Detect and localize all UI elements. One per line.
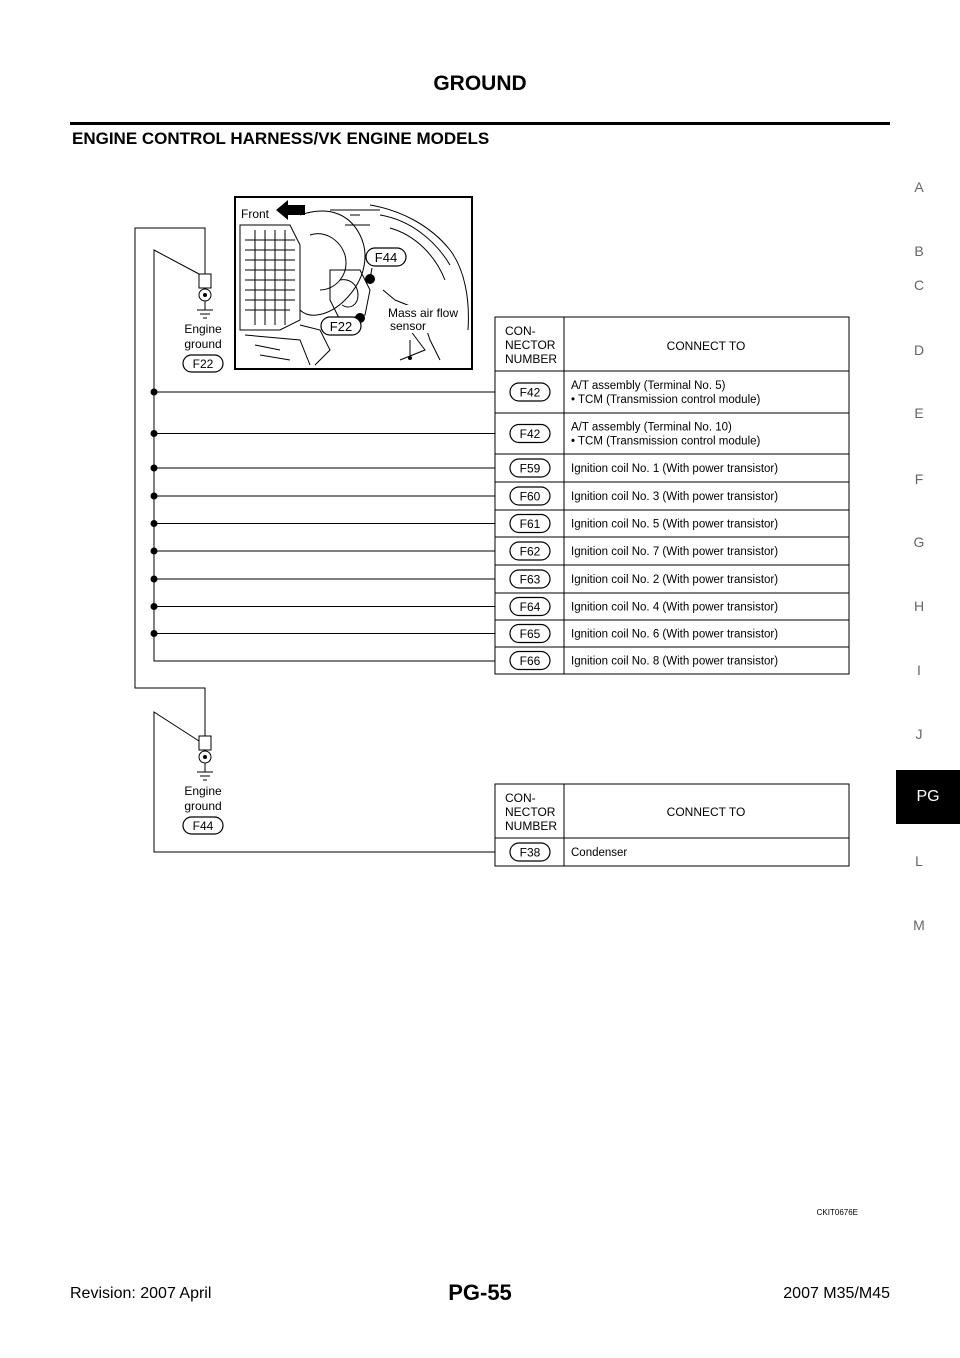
table1-splice-dot [151,576,158,583]
side-index-b[interactable]: B [914,243,924,259]
table1-splice-dot [151,493,158,500]
table2-header-connector-line1: CON- [505,791,536,805]
photo-callout-f22: F22 [329,319,353,334]
ground-f22-label-line2: ground [184,337,222,351]
table1-connector-number: F42 [519,385,541,400]
table1-connector-number: F42 [519,427,541,441]
table2-header-connector-line3: NUMBER [505,819,558,833]
figure-code: CKIT0676E [816,1208,858,1217]
maf-label-line1: Mass air flow [388,306,459,320]
table1-splice-dot [151,630,158,637]
table1-connector-number: F60 [519,489,541,504]
table1-splice-dot [151,465,158,472]
table1-connect-to-line2: • TCM (Transmission control module) [571,435,761,448]
ground-f22-connector: F22 [192,357,214,371]
table1-connector-number: F65 [519,627,541,641]
table2-connector-number: F38 [519,845,541,860]
side-index-l[interactable]: L [915,853,923,869]
table1-connector-number: F66 [519,654,541,668]
photo-callout-f44: F44 [374,250,398,265]
ground-f22-label-line1: Engine [184,322,222,336]
footer-model: 2007 M35/M45 [783,1285,890,1302]
table1-splice-dot [151,603,158,610]
table1-header-connector-line2: NECTOR [505,338,556,352]
table1-header-connect-to: CONNECT TO [666,339,746,353]
section-title: ENGINE CONTROL HARNESS/VK ENGINE MODELS [72,129,490,148]
table1-connect-to: Ignition coil No. 5 (With power transistor) [571,518,779,531]
side-index-c[interactable]: C [913,277,925,293]
engine-photo [235,197,472,369]
table1-connect-to: Ignition coil No. 6 (With power transistor) [571,628,779,641]
table1-splice-dot [151,430,158,437]
table1-connect-to: Ignition coil No. 3 (With power transistor) [571,491,779,503]
table1-connect-to-line1: A/T assembly (Terminal No. 10) [571,421,732,434]
ground-f44-label-line1: Engine [184,784,222,798]
side-index-a[interactable]: A [914,179,924,195]
table1-header-connector-line1: CON- [505,324,536,338]
table1-connector-number: F64 [519,600,541,614]
table1-splice-dot [151,389,158,396]
table1-connect-to-line1: A/T assembly (Terminal No. 5) [571,380,726,392]
side-index-j[interactable]: J [915,726,923,742]
ground-f44-label-line2: ground [184,799,222,813]
ground-symbol-f44 [197,736,213,780]
front-label: Front [241,207,270,221]
table1-connector-number: F61 [519,517,541,531]
side-index-f[interactable]: F [914,471,924,487]
table1-connect-to: Ignition coil No. 4 (With power transistor) [571,601,779,614]
side-index-g[interactable]: G [913,534,925,550]
connector-table-f22 [495,317,849,674]
side-index-m[interactable]: M [913,917,925,933]
footer-revision: Revision: 2007 April [70,1285,212,1302]
table1-splice-dot [151,520,158,527]
table1-header-connector-line3: NUMBER [505,352,558,366]
table1-splice-dot [151,548,158,555]
table2-header-connect-to: CONNECT TO [666,805,746,819]
side-index-h[interactable]: H [913,598,925,614]
ground-f44-connector: F44 [192,819,214,833]
table1-connect-to: Ignition coil No. 2 (With power transistor) [571,574,779,586]
table1-connect-to: Ignition coil No. 8 (With power transistor) [571,655,779,668]
table1-connect-to: Ignition coil No. 7 (With power transistor) [571,546,779,558]
ground-symbol-f22 [197,274,213,318]
page-title: GROUND [433,72,527,95]
side-index-i[interactable]: I [917,662,921,678]
connector-table-f44 [495,784,849,866]
table1-connector-number: F62 [519,544,541,559]
side-index-d[interactable]: D [913,342,925,358]
table1-connector-number: F63 [519,572,541,587]
footer-page-number: PG-55 [448,1280,512,1305]
table1-connect-to-line2: • TCM (Transmission control module) [571,394,761,406]
table2-header-connector-line2: NECTOR [505,805,556,819]
table2-connect-to: Condenser [571,847,628,859]
side-index-pg-tab[interactable]: PG [896,770,960,824]
table1-connect-to: Ignition coil No. 1 (With power transistor) [571,463,779,475]
side-index-e[interactable]: E [914,405,924,421]
table1-connector-number: F59 [519,461,541,476]
maf-label-line2: sensor [390,319,427,333]
